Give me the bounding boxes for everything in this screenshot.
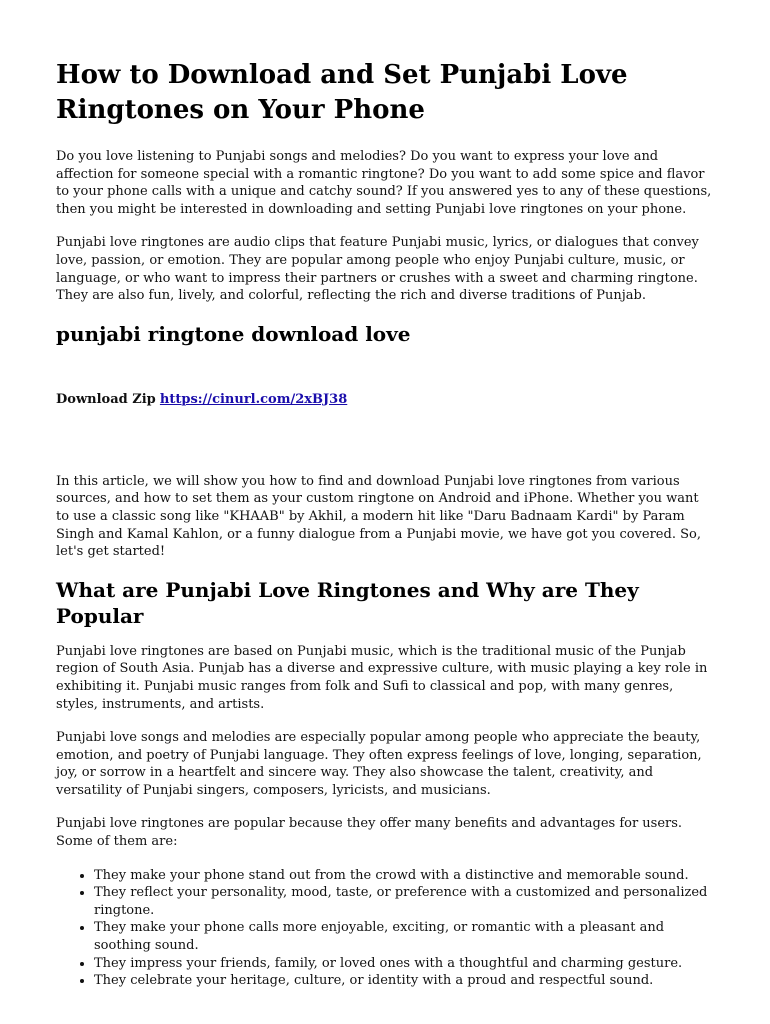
page-title: How to Download and Set Punjabi Love Ringtones on Your Phone [56,60,628,125]
intro-paragraph-1: Do you love listening to Punjabi songs and melodies? Do you want to express your love and affection for someone special with a romantic ringtone? Do you want to add some spice and flavor to your phone calls with a unique and catchy sound? If you answered yes to any of these questions, then you might be interested in downloading and setting Punjabi love ringtones on your phone. [56,149,712,217]
list-item: • They make your phone calls more enjoyable, exciting, or romantic with a pleasant and soothing sound. [94,919,714,954]
intro-paragraph-2: Punjabi love ringtones are audio clips that feature Punjabi music, lyrics, or dialogues that convey love, passion, or emotion. They are popular among people who enjoy Punjabi culture, music, or language, or who want to impress their partners or crushes with a sweet and charming ringtone. They are also fun, lively, and colorful, reflecting the rich and diverse traditions of Punjab. [56,235,699,304]
list-item: • They celebrate your heritage, culture, or identity with a proud and respectful sound. [94,972,714,990]
section-paragraph-2: Punjabi love songs and melodies are especially popular among people who appreciate the beauty, emotion, and poetry of Punjabi language. They often express feelings of love, longing, separation, joy, or sorrow in a heartfelt and sincere way. They also showcase the talent, creativity, and versatility of Punjabi singers, composers, lyricists, and musicians. [56,730,702,798]
article-paragraph-3: In this article, we will show you how to find and download Punjabi love ringtones from various sources, and how to set them as your custom ringtone on Android and iPhone. Whether you want to use a classic song like "KHAAB" by Akhil, a modern hit like "Daru Badnaam Kardi" by Param Singh and Kamal Kahlon, or a funny dialogue from a Punjabi movie, we have got you covered. So, let's get started! [56,473,701,560]
download-link[interactable]: https://cinurl.com/2xBJ38 [159,391,348,407]
benefits-list [56,867,714,990]
list-item: • They make your phone stand out from the crowd with a distinctive and memorable sound. [94,867,714,885]
list-item: • They impress your friends, family, or loved ones with a thoughtful and charming gesture. [94,955,714,973]
keyword-heading: punjabi ringtone download love [56,321,411,346]
section-paragraph-1: Punjabi love ringtones are based on Punjabi music, which is the traditional music of the Punjab region of South Asia. Punjab has a diverse and expressive culture, with music playing a key role in exhibiting it. Punjabi music ranges from folk and Sufi to classical and pop, with many genres, styles, instruments, and artists. [56,643,708,712]
download-label: Download Zip [56,391,156,407]
spacer [56,409,714,473]
section-heading: What are Punjabi Love Ringtones and Why are They Popular [56,577,639,628]
download-row [56,391,714,409]
section-paragraph-3: Punjabi love ringtones are popular because they offer many benefits and advantages for users. Some of them are: [56,816,683,850]
list-item: • They reflect your personality, mood, taste, or preference with a customized and personalized ringtone. [94,884,714,919]
